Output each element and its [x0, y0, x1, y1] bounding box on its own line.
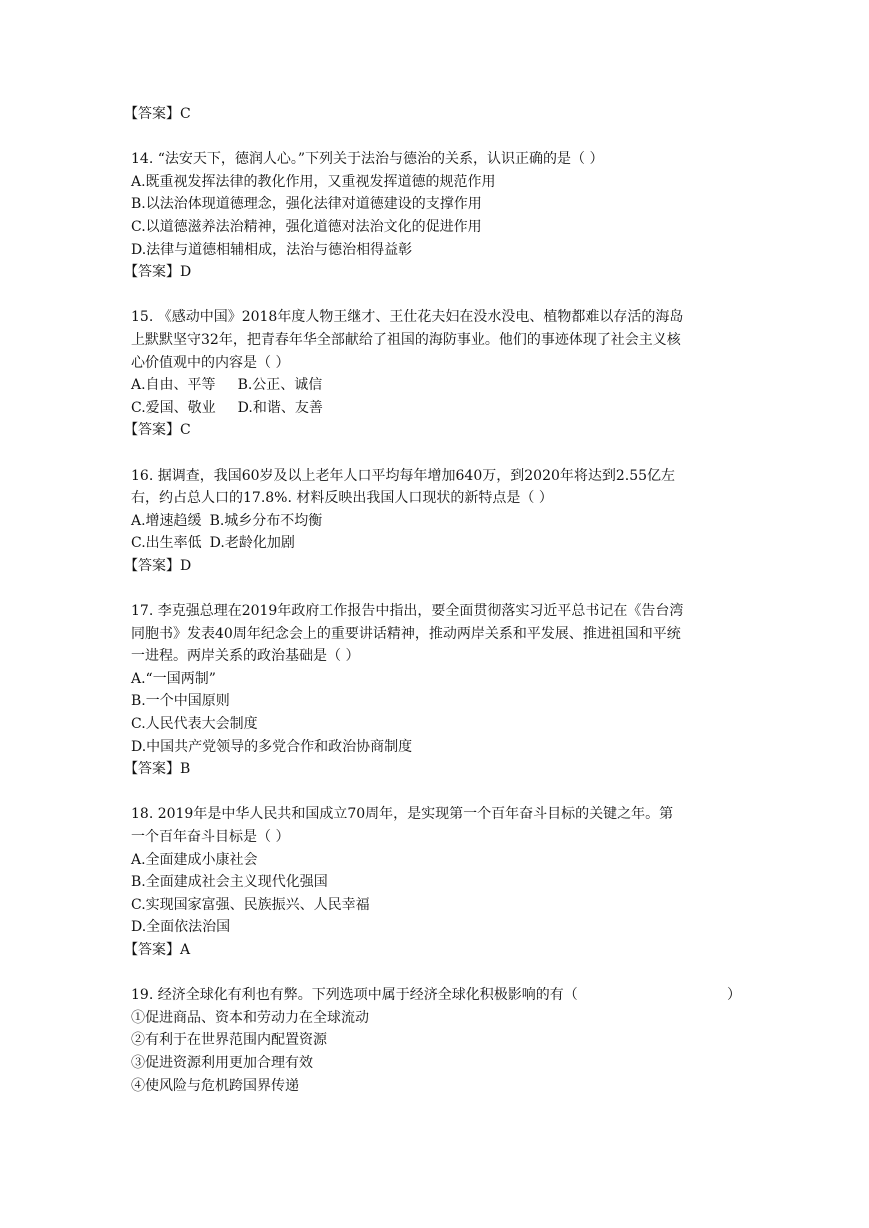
question-18-option-c: C.实现国家富强、民族振兴、人民幸福: [131, 896, 370, 913]
question-19-item-1: ①促进商品、资本和劳动力在全球流动: [131, 1009, 369, 1026]
question-17-option-a: A.“一国两制”: [131, 670, 216, 687]
question-19-stem: [131, 984, 741, 1007]
question-18-stem-line-1: 18. 2019年是中华人民共和国成立70周年，是实现第一个百年奋斗目标的关键之年。第: [131, 806, 674, 823]
question-15-option-b: B.公正、诚信: [237, 377, 323, 394]
question-15-stem-line-3: 心价值观中的内容是（ ）: [131, 354, 290, 371]
question-14-option-a: A.既重视发挥法律的教化作用，又重视发挥道德的规范作用: [131, 173, 496, 190]
question-17-stem-line-2: 同胞书》发表40周年纪念会上的重要讲话精神，推动两岸关系和平发展、推进祖国和平统: [131, 625, 681, 642]
question-15-stem-line-2: 上默默坚守32年，把青春年华全部献给了祖国的海防事业。他们的事迹体现了社会主义核: [131, 331, 681, 348]
question-16-stem-line-1: 16. 据调查，我国60岁及以上老年人口平均每年增加640万，到2020年将达到2.55亿左: [131, 467, 676, 484]
answer-13: 【答案】C: [124, 106, 191, 122]
question-16-option-a: A.增速趋缓: [131, 512, 202, 529]
question-15-option-a: A.自由、平等: [131, 377, 216, 394]
question-16-option-c: C.出生率低: [131, 535, 202, 552]
question-18-option-b: B.全面建成社会主义现代化强国: [131, 874, 328, 891]
question-17-stem-line-1: 17. 李克强总理在2019年政府工作报告中指出，要全面贯彻落实习近平总书记在《告台湾: [131, 603, 684, 620]
question-18-option-a: A.全面建成小康社会: [131, 851, 258, 868]
answer-14: 【答案】D: [124, 264, 192, 281]
question-16-option-d: D.老龄化加剧: [209, 535, 295, 552]
question-16-options-row-1: [131, 510, 741, 533]
question-14-option-c: C.以道德滋养法治精神，强化道德对法治文化的促进作用: [131, 218, 482, 235]
question-19-item-4: ④使风险与危机跨国界传递: [131, 1077, 299, 1094]
question-15-option-c: C.爱国、敬业: [131, 399, 216, 416]
question-14-stem: 14. “法安天下，德润人心。”下列关于法治与德治的关系，认识正确的是（ ）: [131, 151, 604, 168]
question-16-options-row-2: [131, 532, 741, 555]
question-19-item-3: ③促进资源利用更加合理有效: [131, 1054, 313, 1071]
question-19-stem-text: 19. 经济全球化有利也有弊。下列选项中属于经济全球化积极影响的有（: [131, 987, 578, 1004]
question-14-option-b: B.以法治体现道德理念，强化法律对道德建设的支撑作用: [131, 196, 482, 213]
question-19-item-2: ②有利于在世界范围内配置资源: [131, 1032, 327, 1049]
answer-16: 【答案】D: [124, 557, 192, 574]
question-15-options-row-2: [131, 397, 741, 420]
answer-17: 【答案】B: [124, 761, 191, 778]
question-19-stem-close: ）: [727, 987, 741, 1004]
answer-18: 【答案】A: [124, 941, 191, 958]
question-17-option-c: C.人民代表大会制度: [131, 716, 258, 733]
question-14-option-d: D.法律与道德相辅相成，法治与德治相得益彰: [131, 241, 413, 258]
question-16-stem-line-2: 右，约占总人口的17.8%. 材料反映出我国人口现状的新特点是（ ）: [131, 490, 553, 507]
question-17-option-b: B.一个中国原则: [131, 693, 230, 710]
question-16-option-b: B.城乡分布不均衡: [209, 512, 323, 529]
answer-15: 【答案】C: [124, 422, 191, 439]
question-17-option-d: D.中国共产党领导的多党合作和政治协商制度: [131, 738, 413, 755]
question-17-stem-line-3: 一进程。两岸关系的政治基础是（ ）: [131, 648, 360, 665]
question-15-options-row-1: [131, 374, 741, 397]
question-list: [124, 103, 741, 1097]
question-15-stem-line-1: 15. 《感动中国》2018年度人物王继才、王仕花夫妇在没水没电、植物都难以存活的海岛: [131, 309, 684, 326]
question-15-option-d: D.和谐、友善: [237, 399, 323, 416]
question-18-option-d: D.全面依法治国: [131, 919, 231, 936]
question-18-stem-line-2: 一个百年奋斗目标是（ ）: [131, 829, 290, 845]
